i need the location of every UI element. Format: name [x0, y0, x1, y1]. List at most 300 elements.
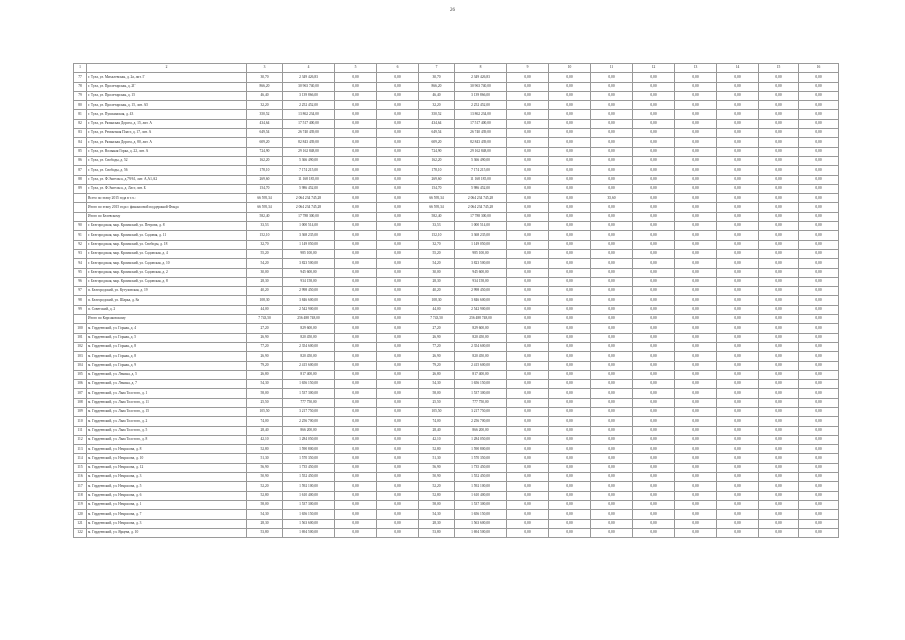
table-cell: 108,30 [247, 296, 283, 305]
table-cell: 3 217 750,00 [455, 407, 507, 416]
table-cell: 52,20 [419, 482, 455, 491]
table-cell: 0,00 [675, 435, 717, 444]
table-row [74, 519, 839, 528]
address-cell: м. Гордеевский, ул. Некрасова, д. 7 [87, 510, 247, 519]
address-cell: м. Гордеевский, ул. Некрасова, д. 1 [87, 500, 247, 509]
table-cell: 0,00 [377, 119, 419, 128]
table-cell: 54,30 [247, 380, 283, 389]
table-cell: 0,00 [717, 194, 759, 203]
table-cell: 26,80 [247, 370, 283, 379]
table-cell: 54,30 [419, 510, 455, 519]
table-cell: 0,00 [507, 249, 549, 258]
table-cell: 0,00 [591, 138, 633, 147]
table-cell: 32,20 [247, 101, 283, 110]
table-cell: 0,00 [799, 296, 839, 305]
table-cell: 0,00 [549, 138, 591, 147]
table-cell: 0,00 [675, 305, 717, 314]
table-row [74, 407, 839, 416]
table-cell: 0,00 [335, 342, 377, 351]
table-cell: 0,00 [675, 315, 717, 324]
address-cell: м. Гордеевский, ул. Льва Толстого, д. 1 [87, 389, 247, 398]
table-cell: 0,00 [675, 231, 717, 240]
table-cell: 52,80 [419, 491, 455, 500]
table-cell: 0,00 [591, 240, 633, 249]
table-cell: 66 595,34 [247, 194, 283, 203]
table-cell: 0,00 [799, 324, 839, 333]
table-cell: 0,00 [377, 147, 419, 156]
table-cell: 0,00 [335, 119, 377, 128]
address-cell: м. Гордеевский, ул. Льва Толстого, д. 8 [87, 435, 247, 444]
table-cell: 0,00 [377, 203, 419, 212]
table-cell: 2 064 234 745,28 [283, 203, 335, 212]
table-cell: 0,00 [633, 528, 675, 537]
table-cell: 1 610 400,00 [455, 491, 507, 500]
table-cell: 28,30 [247, 277, 283, 286]
column-header: 4 [283, 64, 335, 73]
table-cell: 105 [74, 370, 87, 379]
table-cell: 0,00 [799, 510, 839, 519]
table-cell: 0,00 [759, 287, 799, 296]
table-cell: 26,90 [419, 352, 455, 361]
table-cell: 74,00 [419, 417, 455, 426]
table-cell: 0,00 [507, 259, 549, 268]
table-cell: 0,00 [507, 222, 549, 231]
table-cell: 3 368 235,00 [455, 231, 507, 240]
table-cell: 0,00 [507, 398, 549, 407]
table-cell: 79,20 [247, 361, 283, 370]
table-cell: 0,00 [549, 91, 591, 100]
table-cell: 0,00 [633, 380, 675, 389]
table-cell: 117 [74, 482, 87, 491]
table-cell: 0,00 [591, 101, 633, 110]
table-cell: 0,00 [799, 222, 839, 231]
table-row [74, 296, 839, 305]
table-cell: 119 [74, 500, 87, 509]
table-cell: 0,00 [759, 510, 799, 519]
table-cell: 0,00 [717, 101, 759, 110]
table-cell: 0,00 [335, 147, 377, 156]
table-cell: 0,00 [799, 389, 839, 398]
table-cell: 0,00 [591, 156, 633, 165]
table-cell: 0,00 [717, 398, 759, 407]
table-cell: 0,00 [799, 91, 839, 100]
table-cell: 269,60 [419, 175, 455, 184]
table-cell: 50,90 [419, 473, 455, 482]
table-cell: 0,00 [717, 249, 759, 258]
table-cell: 434,64 [247, 119, 283, 128]
table-cell: 0,00 [549, 426, 591, 435]
table-cell: 0,00 [507, 445, 549, 454]
table-cell: 0,00 [675, 482, 717, 491]
table-cell: 27,20 [247, 324, 283, 333]
table-cell: 0,00 [549, 184, 591, 193]
table-cell: 866 200,00 [455, 426, 507, 435]
table-cell: 0,00 [335, 510, 377, 519]
table-cell: 101 [74, 333, 87, 342]
address-cell: п. Белгородский, ул. Шарка, д. 8а [87, 296, 247, 305]
table-cell: 106 [74, 380, 87, 389]
table-cell: 28,30 [419, 277, 455, 286]
table-cell: 866,20 [247, 82, 283, 91]
address-cell: м. Гордеевский, ул. Горная, д. 8 [87, 352, 247, 361]
table-row [74, 463, 839, 472]
table-cell: 0,00 [591, 222, 633, 231]
table-cell: 0,00 [591, 380, 633, 389]
table-cell: 0,00 [633, 519, 675, 528]
table-row [74, 324, 839, 333]
table-cell: 0,00 [549, 352, 591, 361]
table-cell: 0,00 [335, 194, 377, 203]
table-cell: 0,00 [507, 147, 549, 156]
table-cell: 0,00 [591, 147, 633, 156]
table-cell: 0,00 [591, 268, 633, 277]
address-cell: г. Тула, ул. Пролетарская, д. 15 [87, 91, 247, 100]
table-cell: 0,00 [675, 473, 717, 482]
table-row [74, 500, 839, 509]
table-cell: 107 [74, 389, 87, 398]
table-cell: 0,00 [591, 519, 633, 528]
address-cell: п. Белгородский, ул. Кутузовская, д. 19 [87, 287, 247, 296]
table-cell: 0,00 [759, 101, 799, 110]
table-cell: 2 256 700,00 [455, 417, 507, 426]
table-cell: 0,00 [675, 222, 717, 231]
table-cell: 54,20 [247, 259, 283, 268]
table-cell: 0,00 [799, 333, 839, 342]
table-cell: 88 [74, 175, 87, 184]
table-cell: 0,00 [377, 463, 419, 472]
table-cell [74, 212, 87, 221]
table-cell: 1 735 450,00 [455, 463, 507, 472]
address-cell: м. Гордеевский, ул. Горная, д. 8 [87, 342, 247, 351]
table-cell: 0,00 [717, 91, 759, 100]
table-cell: 2 349 426,83 [283, 73, 335, 82]
table-cell: 866,20 [419, 82, 455, 91]
table-cell: 116 [74, 473, 87, 482]
table-cell: 0,00 [335, 129, 377, 138]
table-cell: 162,20 [247, 156, 283, 165]
table-cell: 0,00 [633, 305, 675, 314]
table-cell: 54,30 [247, 510, 283, 519]
table-cell: 109 [74, 407, 87, 416]
table-cell: 17 517 400,00 [455, 119, 507, 128]
table-cell: 0,00 [335, 417, 377, 426]
table-cell: 90 [74, 222, 87, 231]
table-cell: 0,00 [759, 268, 799, 277]
table-cell: 28,30 [247, 519, 283, 528]
table-cell: 0,00 [675, 519, 717, 528]
table-cell: 0,00 [717, 82, 759, 91]
table-row [74, 445, 839, 454]
table-cell: 56,90 [247, 463, 283, 472]
table-cell: 724,90 [419, 147, 455, 156]
table-cell: 0,00 [675, 287, 717, 296]
table-cell: 0,00 [633, 454, 675, 463]
table-cell: 0,00 [335, 110, 377, 119]
table-cell: 0,00 [717, 324, 759, 333]
table-cell: 256 488 748,00 [455, 315, 507, 324]
table-cell: 7 174 215,00 [455, 166, 507, 175]
table-cell: 0,00 [591, 445, 633, 454]
table-row [74, 249, 839, 258]
table-cell: 0,00 [335, 435, 377, 444]
table-cell: 0,00 [591, 184, 633, 193]
table-cell: 0,00 [633, 407, 675, 416]
table-cell: 2 354 600,00 [283, 342, 335, 351]
table-cell: 0,00 [335, 528, 377, 537]
table-cell: 0,00 [335, 519, 377, 528]
table-cell: 0,00 [377, 398, 419, 407]
table-cell: 93 [74, 249, 87, 258]
table-cell: 0,00 [591, 277, 633, 286]
table-cell: 0,00 [759, 389, 799, 398]
table-cell: 0,00 [799, 175, 839, 184]
address-cell: г. Белгородская, мкр. Кромаский, ул. Садовская, д. 2 [87, 268, 247, 277]
table-cell: 350,52 [247, 110, 283, 119]
table-cell: 0,00 [591, 528, 633, 537]
table-cell: 0,00 [799, 82, 839, 91]
table-cell: 104 [74, 361, 87, 370]
table-cell: 0,00 [591, 287, 633, 296]
table-cell: 0,00 [591, 129, 633, 138]
table-cell: 0,00 [717, 333, 759, 342]
table-cell: 0,00 [507, 370, 549, 379]
table-cell: 0,00 [759, 119, 799, 128]
table-cell: 0,00 [633, 445, 675, 454]
column-header: 11 [591, 64, 633, 73]
table-cell: 5 366 490,00 [455, 156, 507, 165]
table-cell: 0,00 [799, 268, 839, 277]
table-row [74, 138, 839, 147]
table-row [74, 240, 839, 249]
address-cell: м. Гордеевский, ул. Льва Толстого, д. 11 [87, 398, 247, 407]
table-cell: 0,00 [633, 435, 675, 444]
table-cell: 0,00 [759, 491, 799, 500]
table-cell: 0,00 [759, 370, 799, 379]
table-cell: 0,00 [549, 454, 591, 463]
table-cell: 0,00 [549, 296, 591, 305]
table-cell: 0,00 [759, 73, 799, 82]
table-cell: 26,90 [247, 333, 283, 342]
table-cell: 0,00 [675, 370, 717, 379]
address-cell: г. Тула, ул. Пушкинская, д. 43 [87, 110, 247, 119]
table-cell: 724,90 [247, 147, 283, 156]
table-cell: 0,00 [759, 454, 799, 463]
table-cell: 0,00 [377, 454, 419, 463]
table-cell: 0,00 [591, 249, 633, 258]
table-cell: 0,00 [549, 463, 591, 472]
table-cell: 103 [74, 352, 87, 361]
address-cell: г. Белгородская, мкр. Кромаский, ул. Свободы, д. 18 [87, 240, 247, 249]
table-cell: 0,00 [549, 240, 591, 249]
table-cell: 0,00 [377, 110, 419, 119]
table-cell: 0,00 [799, 380, 839, 389]
table-cell: 30,00 [419, 268, 455, 277]
table-cell: 112 [74, 435, 87, 444]
table-cell: 985 100,00 [283, 249, 335, 258]
table-cell: 1 656 150,00 [455, 380, 507, 389]
table-cell: 74,00 [247, 417, 283, 426]
table-cell: 0,00 [759, 194, 799, 203]
table-cell [74, 194, 87, 203]
table-cell: 0,00 [377, 268, 419, 277]
table-cell: 0,00 [507, 426, 549, 435]
table-row [74, 277, 839, 286]
table-row [74, 287, 839, 296]
table-cell: 0,00 [507, 463, 549, 472]
address-cell: м. Гордеевский, ул. Ярцева, д. 10 [87, 528, 247, 537]
table-cell: 0,00 [799, 417, 839, 426]
table-cell: 0,00 [717, 231, 759, 240]
table-cell: 0,00 [549, 222, 591, 231]
table-cell: 0,00 [675, 166, 717, 175]
table-cell: 55,20 [247, 249, 283, 258]
table-cell: 1 610 400,00 [283, 491, 335, 500]
address-cell: м. Гордеевский, ул. Льва Толстого, д. 2 [87, 417, 247, 426]
table-cell: 0,00 [759, 259, 799, 268]
table-cell: 0,00 [633, 324, 675, 333]
table-row [74, 528, 839, 537]
table-cell: 0,00 [759, 184, 799, 193]
table-cell: 0,00 [799, 138, 839, 147]
table-cell: 0,00 [675, 259, 717, 268]
table-cell: 0,00 [377, 138, 419, 147]
table-cell: 0,00 [633, 212, 675, 221]
table-cell: 0,00 [717, 528, 759, 537]
table-cell: 0,00 [591, 389, 633, 398]
table-cell: 0,00 [759, 315, 799, 324]
table-cell: 54,20 [419, 259, 455, 268]
table-row [74, 222, 839, 231]
table-cell: 0,00 [759, 435, 799, 444]
table-cell: 0,00 [633, 203, 675, 212]
table-cell: 0,00 [799, 129, 839, 138]
table-cell: 0,00 [507, 528, 549, 537]
table-cell: 0,00 [759, 212, 799, 221]
table-cell: 0,00 [759, 82, 799, 91]
table-cell: 0,00 [549, 417, 591, 426]
table-cell: 0,00 [507, 500, 549, 509]
table-row [74, 147, 839, 156]
table-row [74, 129, 839, 138]
table-cell: 0,00 [335, 249, 377, 258]
table-cell: 0,00 [377, 445, 419, 454]
address-cell: Итого по Корсаковскому [87, 315, 247, 324]
table-cell: 56,90 [419, 463, 455, 472]
table-cell: 0,00 [507, 491, 549, 500]
table-cell: 0,00 [591, 73, 633, 82]
table-cell: 0,00 [633, 184, 675, 193]
table-cell: 122 [74, 528, 87, 537]
table-cell: 0,00 [633, 175, 675, 184]
table-cell: 0,00 [507, 333, 549, 342]
table-cell: 0,00 [335, 407, 377, 416]
table-cell: 0,00 [377, 184, 419, 193]
table-cell: 0,00 [591, 324, 633, 333]
table-cell: 0,00 [717, 445, 759, 454]
table-cell: 0,00 [675, 407, 717, 416]
table-cell: 0,00 [717, 287, 759, 296]
table-cell: 95 [74, 268, 87, 277]
table-row [74, 491, 839, 500]
table-cell: 40,20 [419, 287, 455, 296]
table-cell: 0,00 [591, 454, 633, 463]
table-cell: 0,00 [549, 287, 591, 296]
table-cell: 30 963 740,00 [455, 82, 507, 91]
table-cell: 53,80 [247, 528, 283, 537]
table-cell: 114 [74, 454, 87, 463]
table-cell: 77 [74, 73, 87, 82]
table-cell: 0,00 [799, 342, 839, 351]
table-cell: 3 217 750,00 [283, 407, 335, 416]
table-cell: 1 537 300,00 [455, 500, 507, 509]
column-header: 5 [335, 64, 377, 73]
table-cell: 0,00 [717, 389, 759, 398]
table-cell: 0,00 [717, 305, 759, 314]
address-cell: г. Тула, ул. Михалевская, д. 2а, лит. Г [87, 73, 247, 82]
table-cell: 0,00 [591, 175, 633, 184]
table-cell: 0,00 [377, 333, 419, 342]
table-cell: 1 149 050,00 [283, 240, 335, 249]
table-cell: 0,00 [507, 454, 549, 463]
table-cell: 0,00 [759, 175, 799, 184]
table-cell: 3 139 866,00 [283, 91, 335, 100]
table-cell: 0,00 [377, 91, 419, 100]
address-cell: г. Тула, ул. Ф.Энгельса, д. Ласт, лит. Б [87, 184, 247, 193]
address-cell: г. Белгородская, мкр. Кромаский, ул. Петрова, д. 8 [87, 222, 247, 231]
table-row [74, 380, 839, 389]
address-cell: м. Гордеевский, ул. Горная, д. 5 [87, 333, 247, 342]
table-cell: 0,00 [675, 454, 717, 463]
table-cell: 0,00 [335, 315, 377, 324]
table-cell: 0,00 [799, 454, 839, 463]
table-cell: 0,00 [507, 277, 549, 286]
table-cell: 0,00 [507, 361, 549, 370]
table-cell: 0,00 [633, 296, 675, 305]
table-cell: 0,00 [335, 240, 377, 249]
table-cell: 0,00 [633, 277, 675, 286]
table-cell: 0,00 [759, 463, 799, 472]
table-cell: 0,00 [799, 519, 839, 528]
table-cell: 777 750,00 [455, 398, 507, 407]
table-cell: 0,00 [549, 491, 591, 500]
table-cell: 0,00 [675, 417, 717, 426]
table-cell: 99 [74, 305, 87, 314]
table-cell: 0,00 [335, 324, 377, 333]
table-cell: 0,00 [799, 73, 839, 82]
table-cell: 0,00 [759, 138, 799, 147]
table-cell: 52,20 [247, 482, 283, 491]
table-cell: 0,00 [799, 398, 839, 407]
table-cell: 0,00 [633, 426, 675, 435]
table-cell: 0,00 [633, 463, 675, 472]
table-cell: 0,00 [675, 119, 717, 128]
address-cell: м. Гордеевский, ул. Льва Толстого, д. 15 [87, 407, 247, 416]
table-cell: 0,00 [549, 380, 591, 389]
table-cell: 0,00 [591, 305, 633, 314]
table-cell: 29 162 848,00 [455, 147, 507, 156]
table-cell: 0,00 [507, 417, 549, 426]
table-cell: 0,00 [335, 445, 377, 454]
table-cell: 0,00 [675, 212, 717, 221]
table-cell: 66 595,34 [247, 203, 283, 212]
table-cell: 0,00 [799, 147, 839, 156]
table-cell: 0,00 [335, 361, 377, 370]
table-cell: 0,00 [591, 333, 633, 342]
table-cell: 13 862 234,00 [283, 110, 335, 119]
table-cell: 0,00 [549, 73, 591, 82]
table-cell: 0,00 [549, 147, 591, 156]
table-cell: 0,00 [377, 156, 419, 165]
